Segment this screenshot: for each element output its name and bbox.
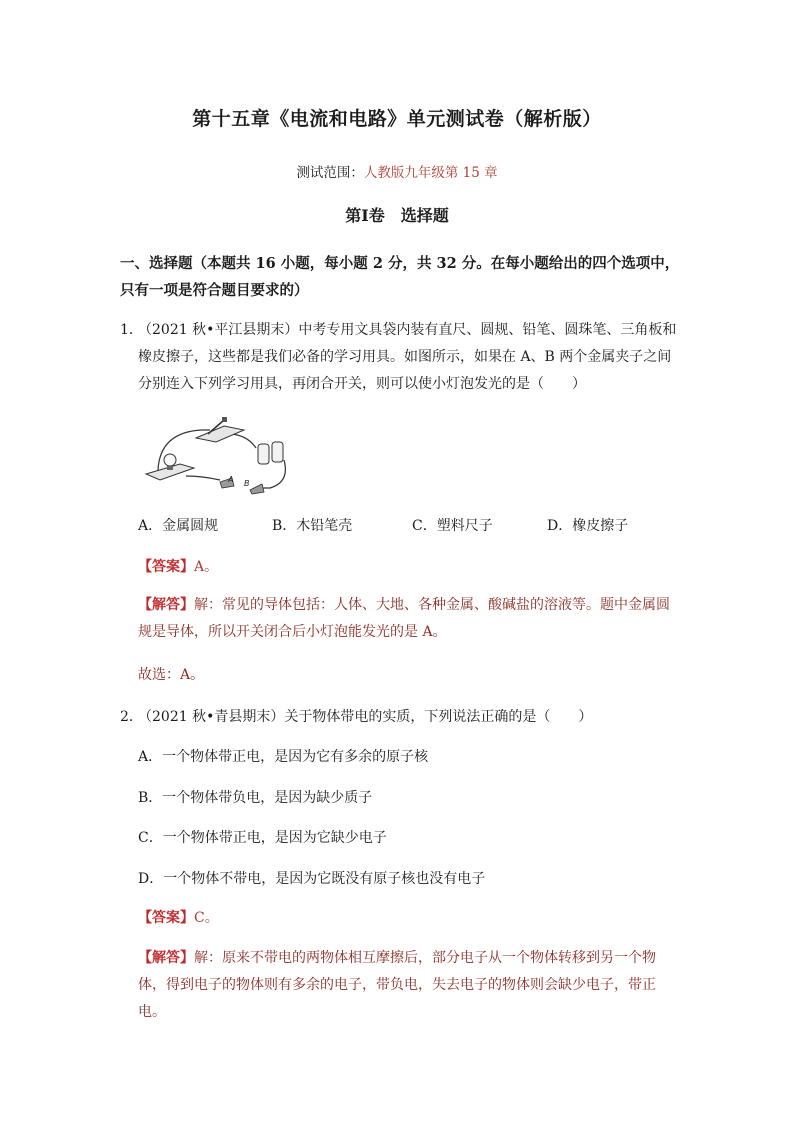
wire-switch-to-battery: [232, 434, 256, 448]
explain-tag: 【解答】: [138, 950, 194, 966]
option-a[interactable]: A．一个物体带正电，是因为它有多余的原子核: [138, 749, 429, 765]
explanation-q2: [138, 945, 678, 1026]
scope-value: 人教版九年级第 15 章: [363, 165, 498, 181]
explain-text: 解：常见的导体包括：人体、大地、各种金属、酸碱盐的溶液等。题中金属圆规是导体，所以开关闭合后小灯泡能发光的是 A。: [138, 597, 670, 640]
question-text: （2021 秋•平江县期末）中考专用文具袋内装有直尺、圆规、铅笔、圆珠笔、三角板和橡皮擦子，这些都是我们必备的学习用具。如图所示，如果在 A、B 两个金属夹子之间分别连入下列学习用具，再闭合开关，则可以使小灯泡发光的是（ ）: [138, 322, 677, 392]
answer-value: C。: [194, 910, 219, 926]
test-scope: [0, 161, 794, 181]
option-c[interactable]: C．一个物体带正电，是因为它缺少电子: [138, 830, 387, 846]
clip-a-label: A: [228, 475, 234, 484]
wire-bulb-to-a: [186, 476, 220, 480]
section-heading: 一、选择题（本题共 16 小题，每小题 2 分，共 32 分。在每小题给出的四个选项中，只有一项是符合题目要求的）: [120, 255, 680, 299]
bulb: [164, 454, 176, 466]
answer-value: A。: [194, 559, 219, 575]
clip-b: [250, 484, 264, 494]
bulb-base: [167, 466, 173, 470]
question-1: [120, 317, 680, 398]
question-2: [120, 704, 680, 731]
option-c[interactable]: C．塑料尺子: [412, 518, 493, 534]
question-number: 2．: [120, 709, 143, 725]
option-d[interactable]: D．橡皮擦子: [547, 518, 629, 534]
question-number: 1．: [120, 322, 143, 338]
question-text: （2021 秋•青县期末）关于物体带电的实质，下列说法正确的是（ ）: [138, 709, 593, 725]
page-title: 第十五章《电流和电路》单元测试卷（解析版）: [192, 108, 602, 130]
scope-label: 测试范围：: [296, 165, 364, 181]
answer-q2: [138, 907, 219, 927]
explain-text: 解：原来不带电的两物体相互摩擦后，部分电子从一个物体转移到另一个物体，得到电子的物体则有多余的电子，带负电，失去电子的物体则会缺少电子，带正电。: [138, 950, 656, 1020]
explanation-q1: [138, 592, 678, 646]
choose-q1: 故选：A。: [138, 667, 205, 683]
battery-2: [272, 442, 283, 462]
option-a[interactable]: A．金属圆规: [138, 518, 219, 534]
answer-tag: 【答案】: [138, 910, 194, 926]
option-b[interactable]: B．一个物体带负电，是因为缺少质子: [138, 790, 373, 806]
battery-1: [258, 444, 269, 464]
option-b[interactable]: B．木铅笔壳: [272, 518, 353, 534]
circuit-figure: [140, 410, 300, 500]
answer-tag: 【答案】: [138, 559, 194, 575]
switch-knob: [222, 417, 227, 422]
clip-b-label: B: [244, 479, 250, 488]
explain-tag: 【解答】: [138, 597, 194, 613]
option-d[interactable]: D．一个物体不带电，是因为它既没有原子核也没有电子: [138, 871, 486, 887]
answer-q1: [138, 556, 218, 576]
switch-board: [196, 426, 244, 442]
part-heading: 第Ⅰ卷 选择题: [345, 206, 449, 225]
